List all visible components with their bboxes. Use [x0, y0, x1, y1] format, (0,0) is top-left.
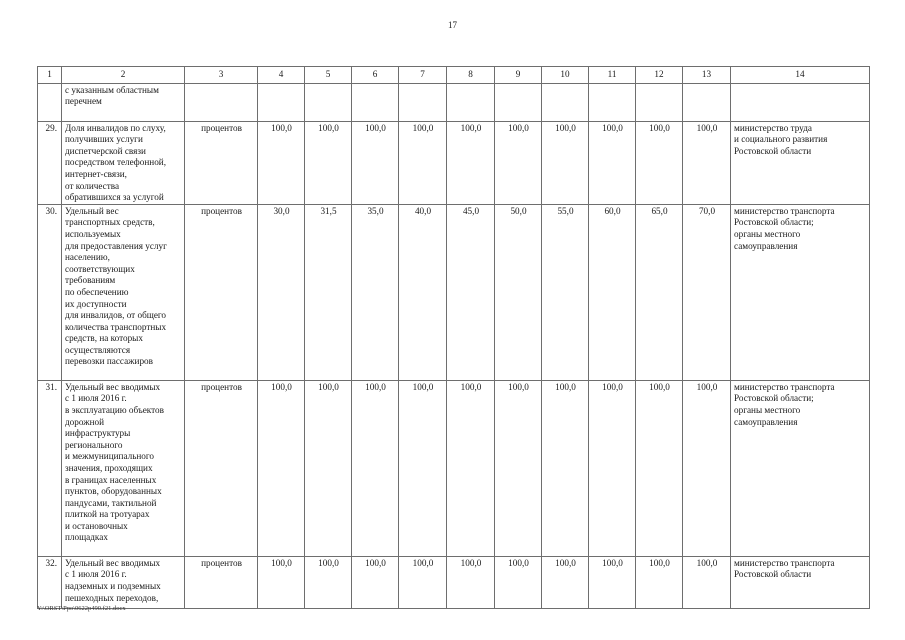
value-cell: 100,0	[447, 380, 495, 556]
indicator-description: с указанным областным перечнем	[62, 83, 185, 121]
column-header: 6	[352, 67, 399, 84]
value-cell: 100,0	[399, 556, 447, 608]
value-cell: 100,0	[636, 380, 683, 556]
empty-cell	[589, 83, 636, 121]
value-cell: 30,0	[258, 204, 305, 380]
value-cell: 100,0	[305, 556, 352, 608]
responsible-cell: министерство транспорта Ростовской области	[731, 556, 870, 608]
table-row	[38, 204, 870, 380]
column-header: 13	[683, 67, 731, 84]
value-cell: 100,0	[495, 121, 542, 204]
empty-cell	[495, 83, 542, 121]
responsible-cell: министерство труда и социального развития Ростовской области	[731, 121, 870, 204]
value-cell: 100,0	[305, 380, 352, 556]
value-cell: 100,0	[447, 121, 495, 204]
empty-cell	[636, 83, 683, 121]
empty-cell	[447, 83, 495, 121]
value-cell: 40,0	[399, 204, 447, 380]
empty-cell	[352, 83, 399, 121]
file-path-footer: Y:\ORST\Ppo\0622p490.f21.docx	[37, 605, 126, 612]
value-cell: 70,0	[683, 204, 731, 380]
value-cell: 100,0	[542, 556, 589, 608]
indicator-table	[37, 66, 870, 609]
value-cell: 100,0	[258, 556, 305, 608]
value-cell: 100,0	[683, 121, 731, 204]
value-cell: 100,0	[683, 556, 731, 608]
value-cell: 50,0	[495, 204, 542, 380]
table-row	[38, 556, 870, 608]
column-header: 3	[185, 67, 258, 84]
column-header: 1	[38, 67, 62, 84]
empty-cell	[542, 83, 589, 121]
value-cell: 100,0	[352, 556, 399, 608]
value-cell: 100,0	[683, 380, 731, 556]
responsible-cell: министерство транспорта Ростовской области; органы местного самоуправления	[731, 204, 870, 380]
column-header: 8	[447, 67, 495, 84]
table-row	[38, 121, 870, 204]
empty-cell	[399, 83, 447, 121]
row-number: 29.	[38, 121, 62, 204]
column-header: 10	[542, 67, 589, 84]
unit-cell: процентов	[185, 556, 258, 608]
unit-cell: процентов	[185, 380, 258, 556]
empty-cell	[258, 83, 305, 121]
value-cell: 100,0	[352, 121, 399, 204]
value-cell: 100,0	[447, 556, 495, 608]
value-cell: 31,5	[305, 204, 352, 380]
column-header: 11	[589, 67, 636, 84]
row-number: 32.	[38, 556, 62, 608]
value-cell: 100,0	[542, 121, 589, 204]
column-header: 14	[731, 67, 870, 84]
column-header: 4	[258, 67, 305, 84]
row-number: 30.	[38, 204, 62, 380]
column-header: 2	[62, 67, 185, 84]
value-cell: 45,0	[447, 204, 495, 380]
indicator-description: Удельный вес вводимых с 1 июля 2016 г. в эксплуатацию объектов дорожной инфраструктуры регионального и межмуниципального значения, проходящих в границах населенных пунктов, оборудованных пандусами, тактильной плиткой на тротуарах и остановочных площадках	[62, 380, 185, 556]
empty-cell	[731, 83, 870, 121]
value-cell: 100,0	[399, 380, 447, 556]
page-number: 17	[448, 20, 457, 30]
value-cell: 55,0	[542, 204, 589, 380]
column-header: 12	[636, 67, 683, 84]
unit-cell: процентов	[185, 121, 258, 204]
value-cell: 100,0	[542, 380, 589, 556]
value-cell: 100,0	[495, 556, 542, 608]
responsible-cell: министерство транспорта Ростовской области; органы местного самоуправления	[731, 380, 870, 556]
column-header: 9	[495, 67, 542, 84]
value-cell: 100,0	[636, 556, 683, 608]
empty-cell	[683, 83, 731, 121]
value-cell: 35,0	[352, 204, 399, 380]
row-number	[38, 83, 62, 121]
indicator-description: Удельный вес вводимых с 1 июля 2016 г. надземных и подземных пешеходных переходов,	[62, 556, 185, 608]
value-cell: 100,0	[589, 556, 636, 608]
indicator-description: Доля инвалидов по слуху, получивших услуги диспетчерской связи посредством телефонной, интернет-связи, от количества обратившихся за услугой	[62, 121, 185, 204]
table-row	[38, 380, 870, 556]
value-cell: 60,0	[589, 204, 636, 380]
row-number: 31.	[38, 380, 62, 556]
value-cell: 100,0	[399, 121, 447, 204]
column-header: 7	[399, 67, 447, 84]
value-cell: 65,0	[636, 204, 683, 380]
header-row	[38, 67, 870, 84]
indicator-description: Удельный вес транспортных средств, используемых для предоставления услуг населению, соответствующих требованиям по обеспечению их доступности для инвалидов, от общего количества транспортных средств, на которых осуществляются перевозки пассажиров	[62, 204, 185, 380]
value-cell: 100,0	[636, 121, 683, 204]
value-cell: 100,0	[305, 121, 352, 204]
empty-cell	[185, 83, 258, 121]
value-cell: 100,0	[589, 380, 636, 556]
value-cell: 100,0	[495, 380, 542, 556]
table-row	[38, 83, 870, 121]
value-cell: 100,0	[258, 380, 305, 556]
value-cell: 100,0	[258, 121, 305, 204]
empty-cell	[305, 83, 352, 121]
unit-cell: процентов	[185, 204, 258, 380]
value-cell: 100,0	[589, 121, 636, 204]
column-header: 5	[305, 67, 352, 84]
value-cell: 100,0	[352, 380, 399, 556]
